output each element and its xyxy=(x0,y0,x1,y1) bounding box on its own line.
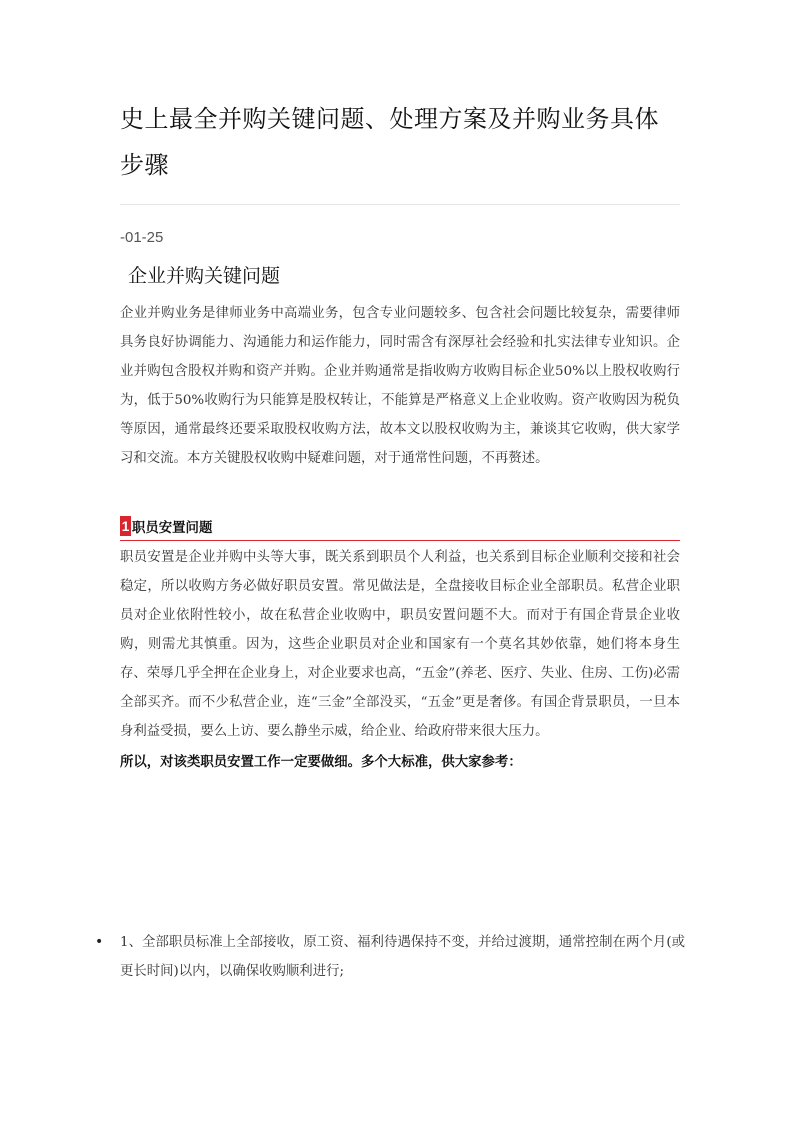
section-1-title: 职员安置问题 xyxy=(132,519,213,536)
article-title: 史上最全并购关键问题、处理方案及并购业务具体步骤 xyxy=(120,105,659,179)
article-date: -01-25 xyxy=(120,229,164,246)
section-heading: 企业并购关键问题 xyxy=(128,265,281,287)
section-number-badge: 1 xyxy=(121,518,130,534)
bullet-icon: • xyxy=(95,934,104,950)
intro-paragraph: 企业并购业务是律师业务中高端业务，包含专业问题较多、包含社会问题比较复杂，需要律师具务良好协调能力、沟通能力和运作能力，同时需含有深厚社会经验和扎实法律专业知识。企业并购包含股权并购和资产并购。企业并购通常是指收购方收购目标企业50%以上股权收购行为，低于50%收购行为只能算是股权转让，不能算是严格意义上企业收购。资产收购因为税负等原因，通常最终还要采取股权收购方法，故本文以股权收购为主，兼谈其它收购，供大家学习和交流。本方关键股权收购中疑难问题，对于通常性问题，不再赘述。 xyxy=(120,306,680,466)
document-page xyxy=(120,96,680,777)
list-item xyxy=(95,928,685,986)
section-1-body: 职员安置是企业并购中头等大事，既关系到职员个人利益，也关系到目标企业顺利交接和社会稳定，所以收购方务必做好职员安置。常见做法是，全盘接收目标企业全部职员。私营企业职员对企业依附性较小，故在私营企业收购中，职员安置问题不大。而对于有国企背景企业收购，则需尤其慎重。因为，这些企业职员对企业和国家有一个莫名其妙依靠，她们将本身生存、荣辱几乎全押在企业身上，对企业要求也高，“五金”(养老、医疗、失业、住房、工伤)必需全部买齐。而不少私营企业，连“三金”全部没买，“五金”更是奢侈。有国企背景职员，一旦本身利益受损，要么上访、要么静坐示威，给企业、给政府带来很大压力。 xyxy=(120,550,680,739)
title-divider xyxy=(120,204,680,205)
list-item-text: 1、全部职员标准上全部接收，原工资、福利待遇保持不变，并给过渡期，通常控制在两个月(或更长时间)以内，以确保收购顺利进行; xyxy=(120,935,685,979)
standards-list xyxy=(95,928,685,986)
section-1-header xyxy=(120,515,680,537)
section-1-bold-note: 所以，对该类职员安置工作一定要做细。多个大标准，供大家参考： xyxy=(120,754,522,770)
section-1-divider xyxy=(120,540,680,541)
